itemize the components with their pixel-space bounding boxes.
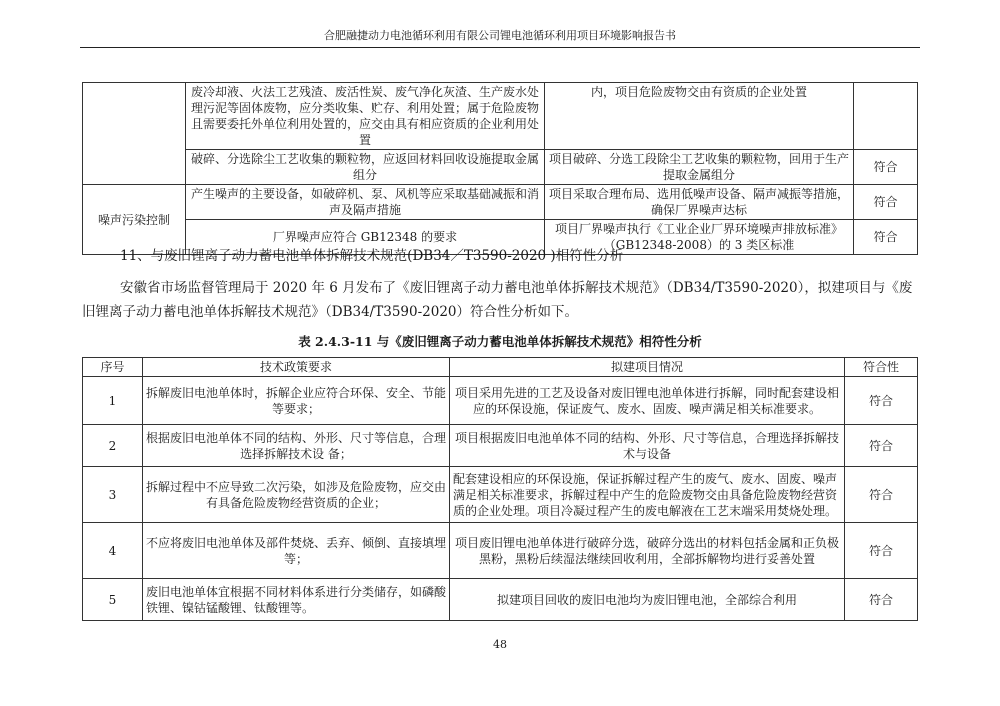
header-rule xyxy=(80,47,920,48)
table-cell: 项目采用先进的工艺及设备对废旧锂电池单体进行拆解，同时配套建设相应的环保设施，保证废气、废水、固废、噪声满足相关标准要求。 xyxy=(450,377,845,425)
table-cell: 内，项目危险废物交由有资质的企业处置 xyxy=(545,83,854,150)
section-heading: 11、与废旧锂离子动力蓄电池单体拆解技术规范(DB34／T3590-2020 )相符性分析 xyxy=(120,248,624,264)
column-header: 技术政策要求 xyxy=(143,358,450,377)
table-row xyxy=(83,579,918,621)
table-cell: 符合 xyxy=(845,425,918,467)
table-caption: 表 2.4.3-11 与《废旧锂离子动力蓄电池单体拆解技术规范》相符性分析 xyxy=(298,334,702,349)
table-cell: 1 xyxy=(83,377,143,425)
table-cell: 拆解废旧电池单体时，拆解企业应符合环保、安全、节能等要求； xyxy=(143,377,450,425)
table-cell: 符合 xyxy=(845,579,918,621)
table-cell: 项目破碎、分选工段除尘工艺收集的颗粒物，回用于生产提取金属组分 xyxy=(545,150,854,185)
table-row xyxy=(83,185,918,220)
table-cell: 项目采取合理布局、选用低噪声设备、隔声减振等措施，确保厂界噪声达标 xyxy=(545,185,854,220)
table-cell: 项目根据废旧电池单体不同的结构、外形、尺寸等信息，合理选择拆解技术与设备 xyxy=(450,425,845,467)
table-cell: 拆解过程中不应导致二次污染，如涉及危险废物，应交由有具备危险废物经营资质的企业； xyxy=(143,467,450,523)
table-cell: 符合 xyxy=(854,185,918,220)
table-header-row xyxy=(83,358,918,377)
table-cell: 项目废旧锂电池单体进行破碎分选，破碎分选出的材料包括金属和正负极黑粉，黑粉后续湿法继续回收利用，全部拆解物均进行妥善处置 xyxy=(450,523,845,579)
table-cell: 废旧电池单体宜根据不同材料体系进行分类储存，如磷酸铁锂、镍钴锰酸锂、钛酸锂等。 xyxy=(143,579,450,621)
table-cell: 符合 xyxy=(845,467,918,523)
table-cell: 噪声污染控制 xyxy=(83,185,186,255)
table-cell xyxy=(854,83,918,150)
table-cell: 2 xyxy=(83,425,143,467)
table-cell: 4 xyxy=(83,523,143,579)
page-number: 48 xyxy=(493,638,507,651)
table-row xyxy=(83,467,918,523)
table-row xyxy=(83,523,918,579)
table-row xyxy=(83,150,918,185)
column-header: 拟建项目情况 xyxy=(450,358,845,377)
table-cell: 配套建设相应的环保设施，保证拆解过程产生的废气、废水、固废、噪声满足相关标准要求，拆解过程中产生的危险废物交由具备危险废物经营资质的企业处理。项目冷凝过程产生的废电解液在工艺末端采用焚烧处理。 xyxy=(450,467,845,523)
table-cell: 产生噪声的主要设备，如破碎机、泵、风机等应采取基础减振和消声及隔声措施 xyxy=(186,185,545,220)
table-cell xyxy=(83,83,186,185)
column-header: 序号 xyxy=(83,358,143,377)
table-cell: 拟建项目回收的废旧电池均为废旧锂电池，全部综合利用 xyxy=(450,579,845,621)
compliance-table xyxy=(82,357,918,621)
page-header: 合肥融捷动力电池循环利用有限公司锂电池循环利用项目环境影响报告书 xyxy=(324,29,676,42)
table-cell: 符合 xyxy=(845,523,918,579)
table-cell: 废冷却液、火法工艺残渣、废活性炭、废气净化灰渣、生产废水处理污泥等固体废物，应分类收集、贮存、利用处置；属于危险废物且需要委托外单位利用处置的，应交由具有相应资质的企业利用处置 xyxy=(186,83,545,150)
table-cell: 破碎、分选除尘工艺收集的颗粒物，应返回材料回收设施提取金属组分 xyxy=(186,150,545,185)
table-row xyxy=(83,377,918,425)
table-cell: 厂界噪声应符合 GB12348 的要求 xyxy=(186,220,545,255)
table-row xyxy=(83,425,918,467)
table-cell: 符合 xyxy=(854,150,918,185)
table-cell: 5 xyxy=(83,579,143,621)
table-cell: 符合 xyxy=(854,220,918,255)
column-header: 符合性 xyxy=(845,358,918,377)
body-paragraph: 安徽省市场监督管理局于 2020 年 6 月发布了《废旧锂离子动力蓄电池单体拆解技术规范》（DB34/T3590-2020），拟建项目与《废旧锂离子动力蓄电池单体拆解技术规范》（DB34/T3590-2020）符合性分析如下。 xyxy=(82,280,913,320)
table-cell: 项目厂界噪声执行《工业企业厂界环境噪声排放标准》（GB12348-2008）的 3 类区标准 xyxy=(545,220,854,255)
table-row xyxy=(83,83,918,150)
table-cell: 符合 xyxy=(845,377,918,425)
table-cell: 不应将废旧电池单体及部件焚烧、丢弃、倾倒、直接填埋等； xyxy=(143,523,450,579)
table-cell: 根据废旧电池单体不同的结构、外形、尺寸等信息，合理选择拆解技术设 备； xyxy=(143,425,450,467)
compliance-table-continued xyxy=(82,82,918,255)
table-cell: 3 xyxy=(83,467,143,523)
